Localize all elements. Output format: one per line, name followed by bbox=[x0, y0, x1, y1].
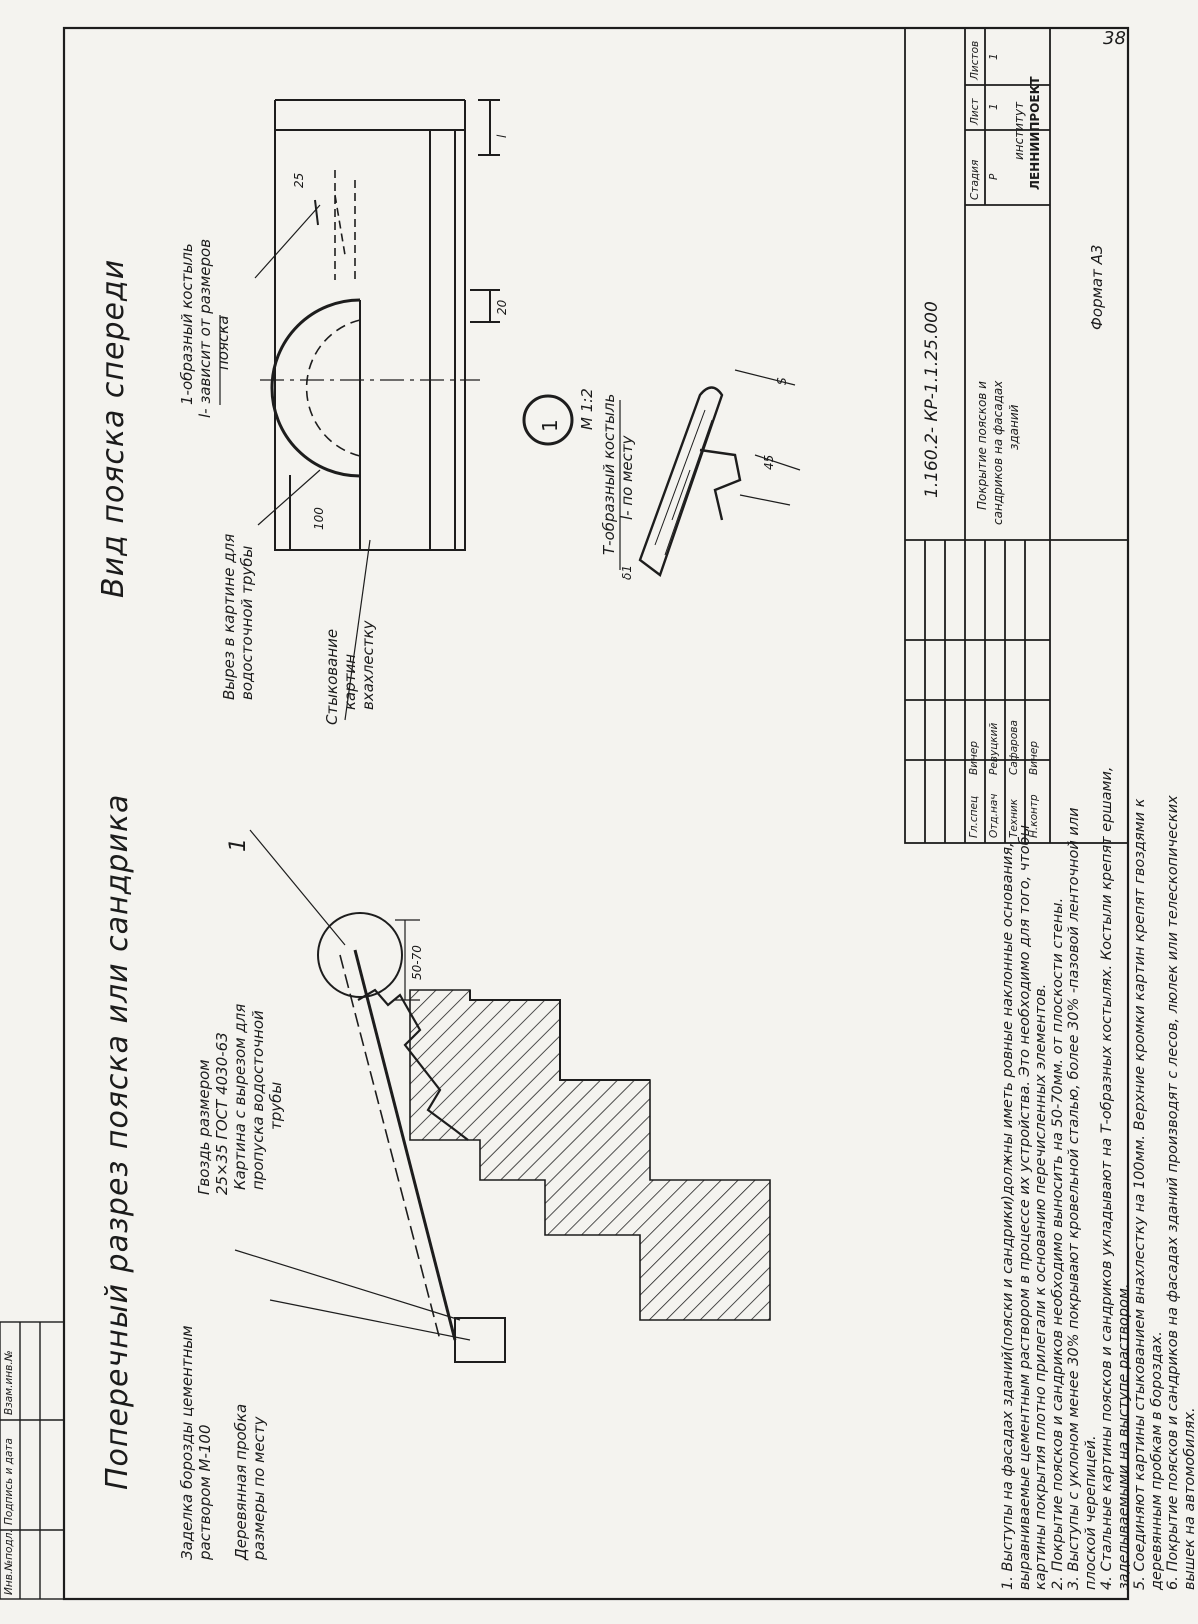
joint-label-1: Стыкование bbox=[323, 628, 341, 725]
wood-plug-label-2: размеры по месту bbox=[250, 1416, 268, 1560]
doc-title-2: сандриков на фасадах bbox=[991, 380, 1005, 525]
dim-25: 25 bbox=[292, 172, 306, 188]
doc-code: 1.160.2- КР-1.1.25.000 bbox=[922, 301, 942, 498]
sheet-header: Лист bbox=[969, 98, 981, 125]
institute-line-1: институт bbox=[1012, 101, 1026, 160]
wood-plug-label-1: Деревянная пробка bbox=[232, 1403, 250, 1560]
nail-label-2: 25×35 ГОСТ 4030-63 bbox=[213, 1032, 231, 1195]
role-3: Техник bbox=[1008, 798, 1020, 838]
sheet-label-2: пропуска водосточной bbox=[249, 1010, 267, 1190]
detail-number: 1 bbox=[538, 419, 562, 432]
detail-dim-45: 45 bbox=[762, 454, 776, 470]
detail-scale: М 1:2 bbox=[578, 388, 596, 430]
role-1: Гл.спец bbox=[968, 795, 980, 838]
sheet-label-3: трубы bbox=[267, 1081, 285, 1130]
detail-dim-h: δ1 bbox=[620, 565, 634, 580]
mortar-label-2: раствором М-100 bbox=[196, 1424, 214, 1560]
side-stamp-sign: Подпись и дата bbox=[3, 1438, 15, 1525]
note-2: 2. Покрытие поясков и сандриков необходимо выносить на 50-70мм. от плоскости стены. bbox=[1049, 897, 1066, 1590]
sheets-value: 1 bbox=[988, 53, 1000, 60]
doc-title-3: зданий bbox=[1007, 404, 1021, 450]
cutout-label-2: водосточной трубы bbox=[238, 545, 256, 700]
detail-1-drawing bbox=[524, 370, 800, 575]
t-crutch-label-1: 1-образный костыль bbox=[178, 243, 196, 405]
dim-l: l bbox=[495, 134, 509, 138]
section-view-title: Поперечный разрез пояска или сандрика bbox=[100, 793, 135, 1490]
mortar-label-1: Заделка борозды цементным bbox=[178, 1325, 196, 1560]
section-callout-1: 1 bbox=[226, 838, 251, 852]
role-2-name: Ревуцкий bbox=[988, 722, 1000, 775]
doc-title-1: Покрытие поясков и bbox=[975, 381, 989, 510]
note-3: 3. Выступы с уклоном менее 30% покрывают кровельной сталью, более 30% -пазовой ленточной или плоской черепицей. bbox=[1066, 807, 1099, 1590]
sheet-label-1: Картина с вырезом для bbox=[231, 1003, 249, 1190]
detail-label-1: Т-образный костыль bbox=[600, 393, 618, 555]
front-view-title: Вид пояска спереди bbox=[96, 258, 131, 598]
sheets-header: Листов bbox=[969, 40, 981, 80]
role-2: Отд.нач bbox=[988, 793, 1000, 838]
institute-line-2: ЛЕННИИПРОЕКТ bbox=[1028, 76, 1042, 190]
dim-100: 100 bbox=[312, 507, 326, 530]
side-stamp-replace: Взам.инв.№ bbox=[3, 1350, 15, 1415]
stage-value: Р bbox=[988, 173, 1000, 180]
detail-dim-s: S bbox=[775, 377, 789, 385]
sheet-value: 1 bbox=[988, 103, 1000, 110]
t-crutch-label-3: пояска bbox=[214, 315, 232, 370]
role-1-name: Винер bbox=[968, 740, 980, 775]
general-notes bbox=[1000, 760, 1198, 1590]
cutout-label-1: Вырез в картине для bbox=[220, 533, 238, 700]
note-5: 5. Соединяют картины стыкованием внахлестку на 100мм. Верхние кромки картин крепят гвоздями к деревянным пробкам в бороздах. bbox=[1132, 798, 1165, 1590]
note-6: 6. Покрытие поясков и сандриков на фасадах зданий производят с лесов, люлек или телескопических вышек на автомобилях. bbox=[1165, 795, 1198, 1590]
joint-label-3: вхахлестку bbox=[359, 620, 377, 710]
role-4: Н.контр bbox=[1028, 794, 1040, 838]
t-crutch-label-2: l- зависит от размеров bbox=[196, 238, 214, 418]
dim-overhang: 50-70 bbox=[410, 945, 424, 980]
side-stamp-inv: Инв.№подл. bbox=[3, 1529, 15, 1595]
page-number: 38 bbox=[1103, 28, 1126, 49]
role-4-name: Винер bbox=[1028, 740, 1040, 775]
role-3-name: Сафарова bbox=[1008, 720, 1020, 775]
detail-label-2: l- по месту bbox=[618, 435, 636, 520]
note-1: 1. Выступы на фасадах зданий(пояски и сандрики)должны иметь ровные наклонные основания, выравниваемые цементным раствором в процессе их устройства. Это необходимо для того, чтобы картины покрытия плотно прилегали к основанию перечисленных элементов. bbox=[1000, 824, 1049, 1590]
cross-section-drawing bbox=[235, 830, 770, 1362]
dim-20: 20 bbox=[495, 299, 509, 315]
format-label: Формат А3 bbox=[1088, 244, 1106, 330]
stage-header: Стадия bbox=[969, 159, 981, 200]
joint-label-2: картин bbox=[341, 653, 359, 710]
note-4: 4. Стальные картины поясков и сандриков укладывают на Т-образных костылях. Костыли крепят ершами, заделываемыми на выступе раствором. bbox=[1099, 766, 1132, 1590]
nail-label-1: Гвоздь размером bbox=[195, 1059, 213, 1195]
